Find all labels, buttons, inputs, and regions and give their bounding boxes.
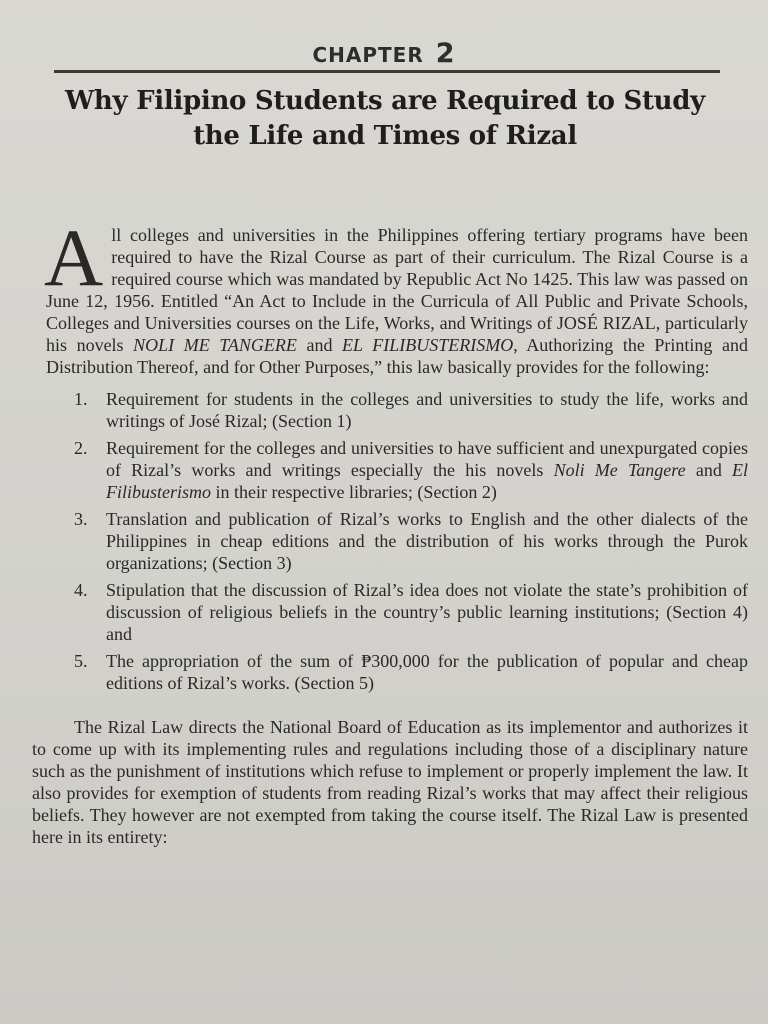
list-item <box>46 388 748 432</box>
chapter-word: CHAPTER <box>312 43 424 67</box>
list-item-italic-fili: El Filibusterismo <box>106 460 748 502</box>
list-item-text: Translation and publication of Rizal’s works to English and the other dialects of the Philippines in cheap editions and the distribution of his works through the Purok organizations; (Section 3) <box>106 509 748 573</box>
chapter-title-line-2: the Life and Times of Rizal <box>193 121 577 151</box>
chapter-body <box>32 212 748 866</box>
drop-cap: A <box>44 212 104 303</box>
list-item-text: Stipulation that the discussion of Rizal’s idea does not violate the state’s prohibition of discussion of religious beliefs in the country’s public learning institutions; (Section 4) and <box>106 580 748 644</box>
chapter-title-line-1: Why Filipino Students are Required to Study <box>65 86 705 116</box>
list-item <box>46 650 748 694</box>
list-item-text: Requirement for students in the colleges and universities to study the life, works and writings of José Rizal; (Section 1) <box>106 389 748 431</box>
chapter-number: 2 <box>435 38 456 69</box>
chapter-heading <box>0 38 768 69</box>
list-item-italic-noli: Noli Me Tangere <box>553 460 686 480</box>
intro-text-a: ll colleges and universities in the Philippines offering tertiary programs have been required to have the Rizal Course as part of their curriculum. The Rizal Course is a required course which was mandated by Republic Act No 1425. This law was passed on June 12, 1956. Entitled “An Act to Include in the Curricula of All Public and Private Schools, Colleges and Universities courses on the Life, Works, and Writings of JOSÉ RIZAL, particularly his novels <box>46 225 748 355</box>
list-item-text: Requirement for the colleges and universities to have sufficient and unexpurgated copies of Rizal’s works and writings especially the his novels <box>106 438 748 480</box>
intro-text-and: and <box>296 335 343 355</box>
list-item <box>46 508 748 574</box>
chapter-title <box>60 84 710 154</box>
list-item <box>46 579 748 645</box>
list-item-number: 3. <box>74 509 88 529</box>
closing-paragraph: The Rizal Law directs the National Board of Education as its implementor and authorizes it to come up with its implementing rules and regulations including those of a disciplinary nature such as the punishment of institutions which refuse to implement or properly implement the law. It also provides for exemption of students from reading Rizal’s works that may affect their religious beliefs. They however are not exempted from taking the course itself. The Rizal Law is presented here in its entirety: <box>32 717 748 847</box>
list-item-number: 4. <box>74 580 88 600</box>
list-item-text-mid: and <box>685 460 732 480</box>
intro-paragraph <box>44 212 748 378</box>
list-item-number: 5. <box>74 651 88 671</box>
intro-noli-title: NOLI ME TANGERE <box>133 335 297 355</box>
heading-rule <box>54 70 720 73</box>
provisions-list <box>46 388 748 694</box>
intro-fili-title: EL FILIBUSTERISMO <box>342 335 514 355</box>
list-item <box>46 437 748 503</box>
list-item-text: The appropriation of the sum of ₱300,000 for the publication of popular and cheap editions of Rizal’s works. (Section 5) <box>106 651 748 693</box>
list-item-number: 1. <box>74 389 88 409</box>
list-item-number: 2. <box>74 438 88 458</box>
list-item-text-end: in their respective libraries; (Section 2) <box>211 482 497 502</box>
intro-text-b: , Authorizing the Printing and Distribution Thereof, and for Other Purposes,” this law basically provides for the following: <box>46 335 748 377</box>
